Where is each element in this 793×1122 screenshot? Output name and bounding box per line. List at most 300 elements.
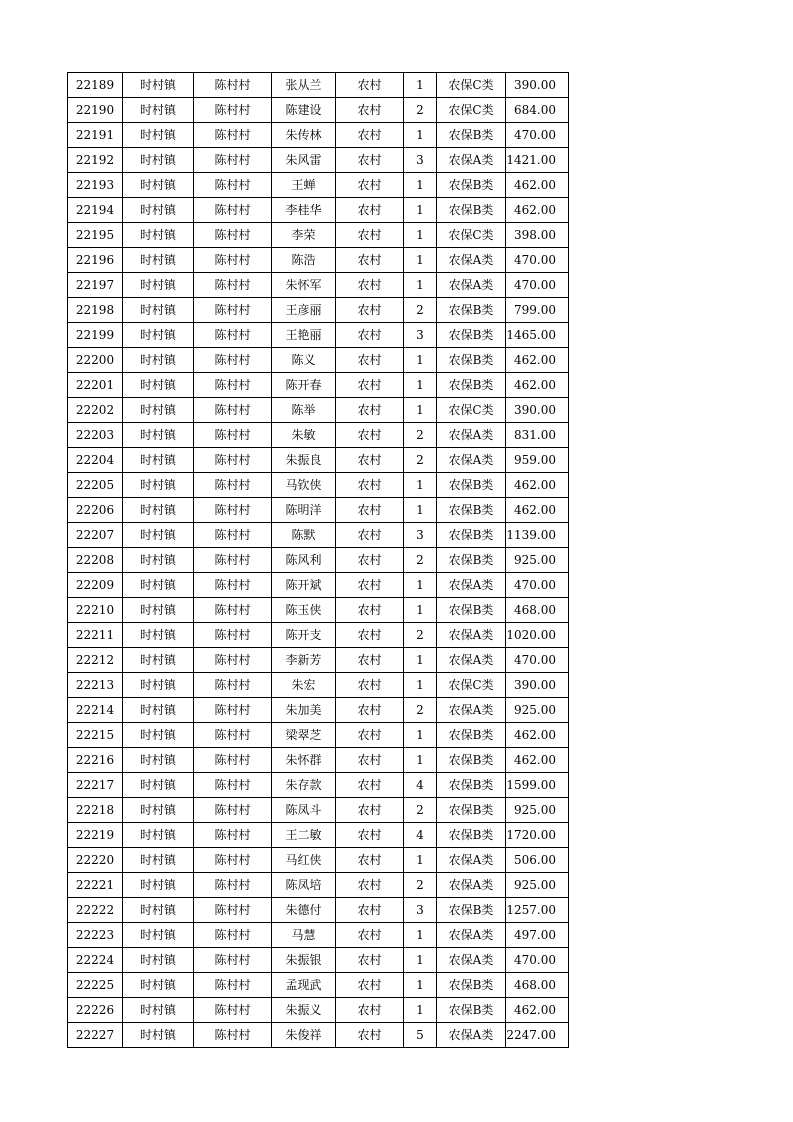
name-cell: 陈建设 (272, 98, 336, 123)
town-cell: 时村镇 (123, 998, 194, 1023)
table-row (68, 773, 569, 798)
town-cell: 时村镇 (123, 648, 194, 673)
category-cell: 农保A类 (437, 623, 506, 648)
amount-cell: 468.00 (506, 973, 569, 998)
town-cell: 时村镇 (123, 498, 194, 523)
table-row (68, 748, 569, 773)
record-id-cell: 22193 (68, 173, 123, 198)
category-cell: 农保B类 (437, 498, 506, 523)
amount-cell: 468.00 (506, 598, 569, 623)
village-cell: 陈村村 (194, 1023, 272, 1048)
name-cell: 陈默 (272, 523, 336, 548)
household-type-cell: 农村 (336, 498, 404, 523)
household-type-cell: 农村 (336, 98, 404, 123)
village-cell: 陈村村 (194, 298, 272, 323)
town-cell: 时村镇 (123, 573, 194, 598)
name-cell: 朱怀军 (272, 273, 336, 298)
record-id-cell: 22227 (68, 1023, 123, 1048)
record-id-cell: 22220 (68, 848, 123, 873)
table-row (68, 323, 569, 348)
table-row (68, 148, 569, 173)
household-type-cell: 农村 (336, 323, 404, 348)
name-cell: 王彦丽 (272, 298, 336, 323)
table-row (68, 523, 569, 548)
amount-cell: 462.00 (506, 748, 569, 773)
village-cell: 陈村村 (194, 173, 272, 198)
category-cell: 农保B类 (437, 348, 506, 373)
record-id-cell: 22190 (68, 98, 123, 123)
people-count-cell: 5 (404, 1023, 437, 1048)
people-count-cell: 1 (404, 173, 437, 198)
household-type-cell: 农村 (336, 473, 404, 498)
table-row (68, 348, 569, 373)
table-row (68, 973, 569, 998)
household-type-cell: 农村 (336, 198, 404, 223)
amount-cell: 1599.00 (506, 773, 569, 798)
name-cell: 陈义 (272, 348, 336, 373)
household-type-cell: 农村 (336, 1023, 404, 1048)
category-cell: 农保A类 (437, 923, 506, 948)
name-cell: 李新芳 (272, 648, 336, 673)
table-row (68, 248, 569, 273)
people-count-cell: 2 (404, 298, 437, 323)
document-sheet (67, 72, 569, 1048)
category-cell: 农保C类 (437, 398, 506, 423)
town-cell: 时村镇 (123, 848, 194, 873)
amount-cell: 925.00 (506, 548, 569, 573)
town-cell: 时村镇 (123, 698, 194, 723)
record-id-cell: 22195 (68, 223, 123, 248)
table-row (68, 398, 569, 423)
people-count-cell: 4 (404, 823, 437, 848)
table-row (68, 848, 569, 873)
village-cell: 陈村村 (194, 123, 272, 148)
record-id-cell: 22211 (68, 623, 123, 648)
amount-cell: 462.00 (506, 498, 569, 523)
amount-cell: 390.00 (506, 73, 569, 98)
town-cell: 时村镇 (123, 173, 194, 198)
amount-cell: 462.00 (506, 473, 569, 498)
village-cell: 陈村村 (194, 73, 272, 98)
people-count-cell: 1 (404, 273, 437, 298)
village-cell: 陈村村 (194, 273, 272, 298)
record-id-cell: 22206 (68, 498, 123, 523)
town-cell: 时村镇 (123, 73, 194, 98)
amount-cell: 925.00 (506, 873, 569, 898)
category-cell: 农保B类 (437, 723, 506, 748)
village-cell: 陈村村 (194, 673, 272, 698)
amount-cell: 799.00 (506, 298, 569, 323)
category-cell: 农保A类 (437, 848, 506, 873)
category-cell: 农保B类 (437, 823, 506, 848)
amount-cell: 959.00 (506, 448, 569, 473)
town-cell: 时村镇 (123, 923, 194, 948)
village-cell: 陈村村 (194, 648, 272, 673)
records-table (67, 72, 569, 1048)
name-cell: 张从兰 (272, 73, 336, 98)
village-cell: 陈村村 (194, 498, 272, 523)
town-cell: 时村镇 (123, 198, 194, 223)
town-cell: 时村镇 (123, 598, 194, 623)
town-cell: 时村镇 (123, 248, 194, 273)
category-cell: 农保B类 (437, 898, 506, 923)
amount-cell: 398.00 (506, 223, 569, 248)
town-cell: 时村镇 (123, 973, 194, 998)
name-cell: 陈凤培 (272, 873, 336, 898)
household-type-cell: 农村 (336, 273, 404, 298)
household-type-cell: 农村 (336, 648, 404, 673)
table-row (68, 548, 569, 573)
record-id-cell: 22189 (68, 73, 123, 98)
record-id-cell: 22208 (68, 548, 123, 573)
name-cell: 陈风利 (272, 548, 336, 573)
household-type-cell: 农村 (336, 373, 404, 398)
table-row (68, 73, 569, 98)
amount-cell: 470.00 (506, 948, 569, 973)
name-cell: 陈明洋 (272, 498, 336, 523)
household-type-cell: 农村 (336, 423, 404, 448)
town-cell: 时村镇 (123, 798, 194, 823)
amount-cell: 390.00 (506, 673, 569, 698)
category-cell: 农保B类 (437, 748, 506, 773)
people-count-cell: 1 (404, 598, 437, 623)
town-cell: 时村镇 (123, 348, 194, 373)
household-type-cell: 农村 (336, 123, 404, 148)
name-cell: 李荣 (272, 223, 336, 248)
household-type-cell: 农村 (336, 623, 404, 648)
amount-cell: 390.00 (506, 398, 569, 423)
village-cell: 陈村村 (194, 948, 272, 973)
name-cell: 陈凤斗 (272, 798, 336, 823)
table-row (68, 623, 569, 648)
category-cell: 农保A类 (437, 248, 506, 273)
record-id-cell: 22226 (68, 998, 123, 1023)
record-id-cell: 22199 (68, 323, 123, 348)
record-id-cell: 22212 (68, 648, 123, 673)
table-row (68, 998, 569, 1023)
name-cell: 王艳丽 (272, 323, 336, 348)
record-id-cell: 22205 (68, 473, 123, 498)
village-cell: 陈村村 (194, 698, 272, 723)
village-cell: 陈村村 (194, 798, 272, 823)
record-id-cell: 22203 (68, 423, 123, 448)
name-cell: 朱敏 (272, 423, 336, 448)
amount-cell: 470.00 (506, 573, 569, 598)
category-cell: 农保A类 (437, 948, 506, 973)
town-cell: 时村镇 (123, 898, 194, 923)
village-cell: 陈村村 (194, 998, 272, 1023)
category-cell: 农保A类 (437, 148, 506, 173)
table-row (68, 98, 569, 123)
name-cell: 王二敏 (272, 823, 336, 848)
town-cell: 时村镇 (123, 98, 194, 123)
people-count-cell: 1 (404, 398, 437, 423)
people-count-cell: 1 (404, 348, 437, 373)
household-type-cell: 农村 (336, 898, 404, 923)
record-id-cell: 22221 (68, 873, 123, 898)
record-id-cell: 22217 (68, 773, 123, 798)
household-type-cell: 农村 (336, 248, 404, 273)
village-cell: 陈村村 (194, 373, 272, 398)
amount-cell: 925.00 (506, 698, 569, 723)
village-cell: 陈村村 (194, 773, 272, 798)
household-type-cell: 农村 (336, 598, 404, 623)
people-count-cell: 2 (404, 448, 437, 473)
table-row (68, 198, 569, 223)
household-type-cell: 农村 (336, 148, 404, 173)
name-cell: 孟现武 (272, 973, 336, 998)
household-type-cell: 农村 (336, 823, 404, 848)
amount-cell: 462.00 (506, 373, 569, 398)
village-cell: 陈村村 (194, 823, 272, 848)
category-cell: 农保C类 (437, 673, 506, 698)
town-cell: 时村镇 (123, 948, 194, 973)
people-count-cell: 2 (404, 423, 437, 448)
people-count-cell: 1 (404, 498, 437, 523)
people-count-cell: 1 (404, 73, 437, 98)
household-type-cell: 农村 (336, 748, 404, 773)
people-count-cell: 1 (404, 923, 437, 948)
people-count-cell: 2 (404, 548, 437, 573)
people-count-cell: 1 (404, 473, 437, 498)
category-cell: 农保B类 (437, 473, 506, 498)
name-cell: 陈举 (272, 398, 336, 423)
people-count-cell: 1 (404, 973, 437, 998)
people-count-cell: 3 (404, 523, 437, 548)
amount-cell: 1257.00 (506, 898, 569, 923)
record-id-cell: 22219 (68, 823, 123, 848)
record-id-cell: 22214 (68, 698, 123, 723)
amount-cell: 1139.00 (506, 523, 569, 548)
amount-cell: 462.00 (506, 348, 569, 373)
people-count-cell: 2 (404, 698, 437, 723)
amount-cell: 462.00 (506, 723, 569, 748)
name-cell: 陈开春 (272, 373, 336, 398)
amount-cell: 1465.00 (506, 323, 569, 348)
people-count-cell: 3 (404, 323, 437, 348)
record-id-cell: 22225 (68, 973, 123, 998)
name-cell: 陈开斌 (272, 573, 336, 598)
record-id-cell: 22209 (68, 573, 123, 598)
category-cell: 农保C类 (437, 223, 506, 248)
name-cell: 朱风雷 (272, 148, 336, 173)
record-id-cell: 22198 (68, 298, 123, 323)
category-cell: 农保B类 (437, 548, 506, 573)
household-type-cell: 农村 (336, 673, 404, 698)
amount-cell: 470.00 (506, 248, 569, 273)
household-type-cell: 农村 (336, 973, 404, 998)
amount-cell: 1720.00 (506, 823, 569, 848)
village-cell: 陈村村 (194, 573, 272, 598)
record-id-cell: 22200 (68, 348, 123, 373)
town-cell: 时村镇 (123, 298, 194, 323)
record-id-cell: 22202 (68, 398, 123, 423)
household-type-cell: 农村 (336, 698, 404, 723)
amount-cell: 462.00 (506, 998, 569, 1023)
village-cell: 陈村村 (194, 398, 272, 423)
record-id-cell: 22224 (68, 948, 123, 973)
category-cell: 农保A类 (437, 448, 506, 473)
village-cell: 陈村村 (194, 423, 272, 448)
record-id-cell: 22218 (68, 798, 123, 823)
village-cell: 陈村村 (194, 148, 272, 173)
name-cell: 马钦侠 (272, 473, 336, 498)
name-cell: 朱俊祥 (272, 1023, 336, 1048)
household-type-cell: 农村 (336, 573, 404, 598)
town-cell: 时村镇 (123, 423, 194, 448)
name-cell: 马慧 (272, 923, 336, 948)
household-type-cell: 农村 (336, 523, 404, 548)
amount-cell: 470.00 (506, 273, 569, 298)
people-count-cell: 3 (404, 148, 437, 173)
people-count-cell: 2 (404, 798, 437, 823)
table-row (68, 898, 569, 923)
amount-cell: 470.00 (506, 123, 569, 148)
household-type-cell: 农村 (336, 548, 404, 573)
record-id-cell: 22213 (68, 673, 123, 698)
category-cell: 农保B类 (437, 523, 506, 548)
category-cell: 农保A类 (437, 873, 506, 898)
amount-cell: 506.00 (506, 848, 569, 873)
household-type-cell: 农村 (336, 998, 404, 1023)
household-type-cell: 农村 (336, 923, 404, 948)
record-id-cell: 22223 (68, 923, 123, 948)
name-cell: 朱加美 (272, 698, 336, 723)
village-cell: 陈村村 (194, 223, 272, 248)
village-cell: 陈村村 (194, 98, 272, 123)
name-cell: 朱传林 (272, 123, 336, 148)
village-cell: 陈村村 (194, 848, 272, 873)
name-cell: 陈浩 (272, 248, 336, 273)
category-cell: 农保C类 (437, 73, 506, 98)
name-cell: 朱振良 (272, 448, 336, 473)
category-cell: 农保C类 (437, 98, 506, 123)
town-cell: 时村镇 (123, 548, 194, 573)
household-type-cell: 农村 (336, 798, 404, 823)
name-cell: 马红侠 (272, 848, 336, 873)
town-cell: 时村镇 (123, 523, 194, 548)
people-count-cell: 1 (404, 848, 437, 873)
household-type-cell: 农村 (336, 848, 404, 873)
record-id-cell: 22215 (68, 723, 123, 748)
category-cell: 农保B类 (437, 598, 506, 623)
village-cell: 陈村村 (194, 723, 272, 748)
amount-cell: 462.00 (506, 198, 569, 223)
category-cell: 农保A类 (437, 648, 506, 673)
town-cell: 时村镇 (123, 148, 194, 173)
category-cell: 农保B类 (437, 198, 506, 223)
table-row (68, 948, 569, 973)
name-cell: 朱德付 (272, 898, 336, 923)
town-cell: 时村镇 (123, 873, 194, 898)
table-row (68, 273, 569, 298)
village-cell: 陈村村 (194, 923, 272, 948)
name-cell: 李桂华 (272, 198, 336, 223)
town-cell: 时村镇 (123, 373, 194, 398)
record-id-cell: 22194 (68, 198, 123, 223)
town-cell: 时村镇 (123, 623, 194, 648)
village-cell: 陈村村 (194, 248, 272, 273)
household-type-cell: 农村 (336, 348, 404, 373)
people-count-cell: 1 (404, 648, 437, 673)
people-count-cell: 1 (404, 723, 437, 748)
village-cell: 陈村村 (194, 973, 272, 998)
household-type-cell: 农村 (336, 298, 404, 323)
table-row (68, 573, 569, 598)
town-cell: 时村镇 (123, 223, 194, 248)
category-cell: 农保B类 (437, 773, 506, 798)
table-row (68, 698, 569, 723)
village-cell: 陈村村 (194, 348, 272, 373)
name-cell: 陈玉侠 (272, 598, 336, 623)
category-cell: 农保A类 (437, 273, 506, 298)
town-cell: 时村镇 (123, 673, 194, 698)
household-type-cell: 农村 (336, 723, 404, 748)
household-type-cell: 农村 (336, 448, 404, 473)
town-cell: 时村镇 (123, 123, 194, 148)
people-count-cell: 3 (404, 898, 437, 923)
amount-cell: 2247.00 (506, 1023, 569, 1048)
category-cell: 农保B类 (437, 998, 506, 1023)
table-row (68, 448, 569, 473)
people-count-cell: 2 (404, 623, 437, 648)
table-row (68, 373, 569, 398)
people-count-cell: 1 (404, 223, 437, 248)
record-id-cell: 22222 (68, 898, 123, 923)
category-cell: 农保A类 (437, 573, 506, 598)
people-count-cell: 1 (404, 948, 437, 973)
town-cell: 时村镇 (123, 748, 194, 773)
town-cell: 时村镇 (123, 398, 194, 423)
village-cell: 陈村村 (194, 548, 272, 573)
town-cell: 时村镇 (123, 823, 194, 848)
village-cell: 陈村村 (194, 748, 272, 773)
town-cell: 时村镇 (123, 773, 194, 798)
table-row (68, 173, 569, 198)
amount-cell: 925.00 (506, 798, 569, 823)
record-id-cell: 22201 (68, 373, 123, 398)
household-type-cell: 农村 (336, 398, 404, 423)
record-id-cell: 22210 (68, 598, 123, 623)
table-row (68, 673, 569, 698)
table-row (68, 923, 569, 948)
amount-cell: 1020.00 (506, 623, 569, 648)
table-row (68, 723, 569, 748)
village-cell: 陈村村 (194, 523, 272, 548)
category-cell: 农保A类 (437, 1023, 506, 1048)
record-id-cell: 22196 (68, 248, 123, 273)
people-count-cell: 2 (404, 873, 437, 898)
town-cell: 时村镇 (123, 1023, 194, 1048)
village-cell: 陈村村 (194, 898, 272, 923)
people-count-cell: 1 (404, 198, 437, 223)
name-cell: 朱振义 (272, 998, 336, 1023)
table-row (68, 498, 569, 523)
village-cell: 陈村村 (194, 473, 272, 498)
record-id-cell: 22216 (68, 748, 123, 773)
table-row (68, 823, 569, 848)
people-count-cell: 2 (404, 98, 437, 123)
category-cell: 农保B类 (437, 323, 506, 348)
name-cell: 朱怀群 (272, 748, 336, 773)
village-cell: 陈村村 (194, 448, 272, 473)
village-cell: 陈村村 (194, 873, 272, 898)
name-cell: 梁翠芝 (272, 723, 336, 748)
name-cell: 王蝉 (272, 173, 336, 198)
name-cell: 朱振银 (272, 948, 336, 973)
people-count-cell: 4 (404, 773, 437, 798)
household-type-cell: 农村 (336, 223, 404, 248)
